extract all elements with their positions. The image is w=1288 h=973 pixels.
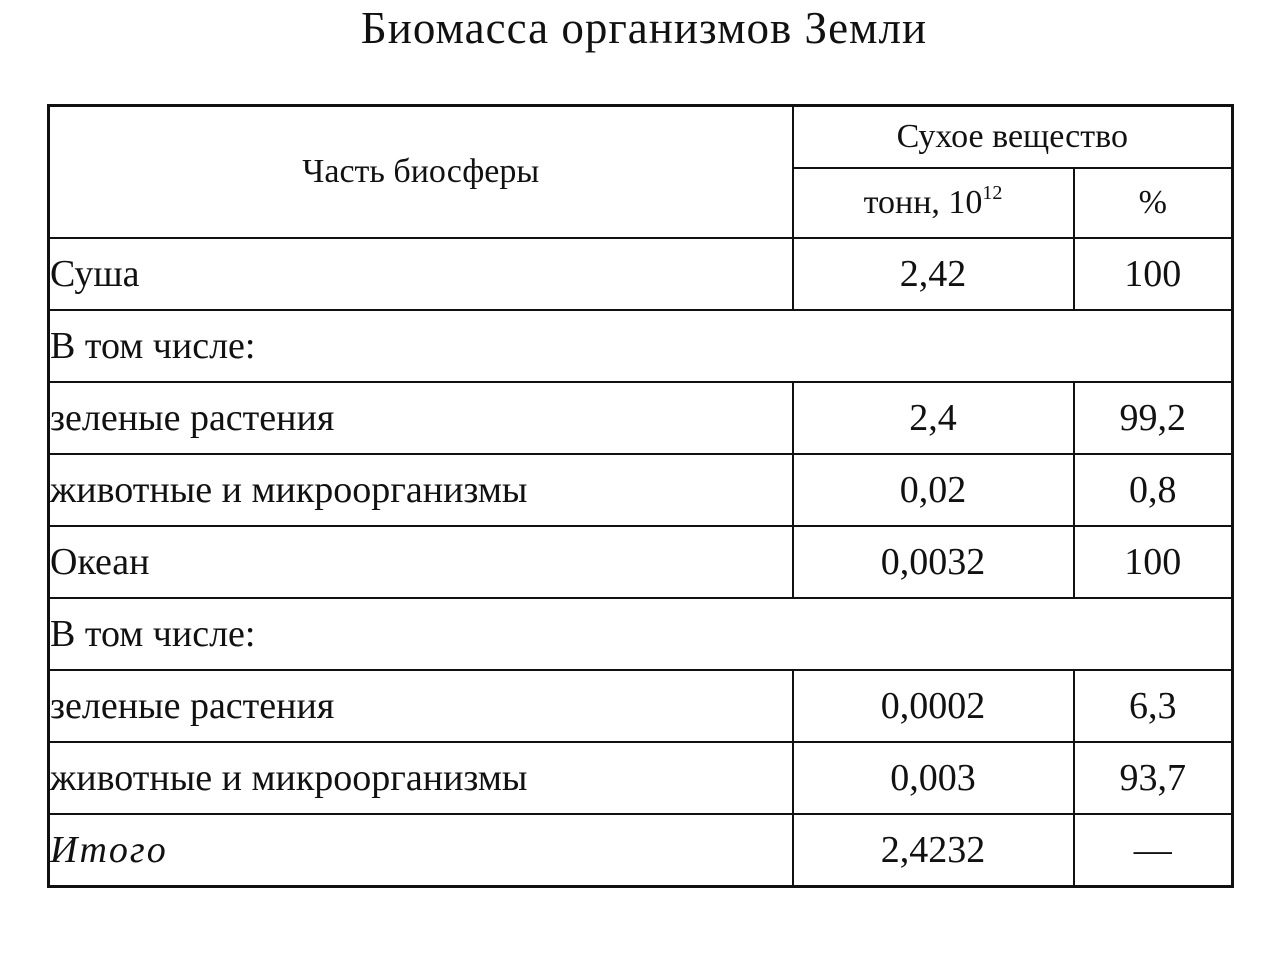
row-label: Океан [49, 526, 793, 598]
header-tons-label: тонн, 10 [863, 184, 983, 221]
row-percent: 99,2 [1074, 382, 1233, 454]
row-label: зеленые растения [49, 670, 793, 742]
table-header-row [49, 106, 1233, 169]
row-percent: 93,7 [1074, 742, 1233, 814]
row-percent: — [1074, 814, 1233, 887]
row-percent: 6,3 [1074, 670, 1233, 742]
row-tons: 0,02 [793, 454, 1074, 526]
row-tons: 0,0032 [793, 526, 1074, 598]
row-percent: 100 [1074, 526, 1233, 598]
header-tons-exponent: 12 [982, 182, 1003, 204]
table-row-including [49, 598, 1233, 670]
row-label: Суша [49, 238, 793, 310]
header-dry-matter: Сухое вещество [793, 106, 1233, 169]
table-row-land-plants [49, 382, 1233, 454]
row-label: В том числе: [49, 310, 1233, 382]
row-label: зеленые растения [49, 382, 793, 454]
table-row-land [49, 238, 1233, 310]
row-tons: 0,003 [793, 742, 1074, 814]
row-label: В том числе: [49, 598, 1233, 670]
row-tons: 0,0002 [793, 670, 1074, 742]
table-row-total [49, 814, 1233, 887]
document-title: Биомасса организмов Земли [360, 3, 928, 53]
table-row-land-animals [49, 454, 1233, 526]
row-tons: 2,4 [793, 382, 1074, 454]
row-tons: 2,42 [793, 238, 1074, 310]
table-row-ocean-animals [49, 742, 1233, 814]
row-label: животные и микроорганизмы [49, 454, 793, 526]
row-percent: 0,8 [1074, 454, 1233, 526]
header-tons [793, 168, 1074, 238]
table-row-including [49, 310, 1233, 382]
row-label: животные и микроорганизмы [49, 742, 793, 814]
biomass-table [47, 104, 1234, 888]
row-tons: 2,4232 [793, 814, 1074, 887]
table-row-ocean-plants [49, 670, 1233, 742]
row-percent: 100 [1074, 238, 1233, 310]
header-part-of-biosphere: Часть биосферы [49, 106, 793, 239]
row-label: Итого [49, 814, 793, 887]
header-percent: % [1074, 168, 1233, 238]
table-row-ocean [49, 526, 1233, 598]
